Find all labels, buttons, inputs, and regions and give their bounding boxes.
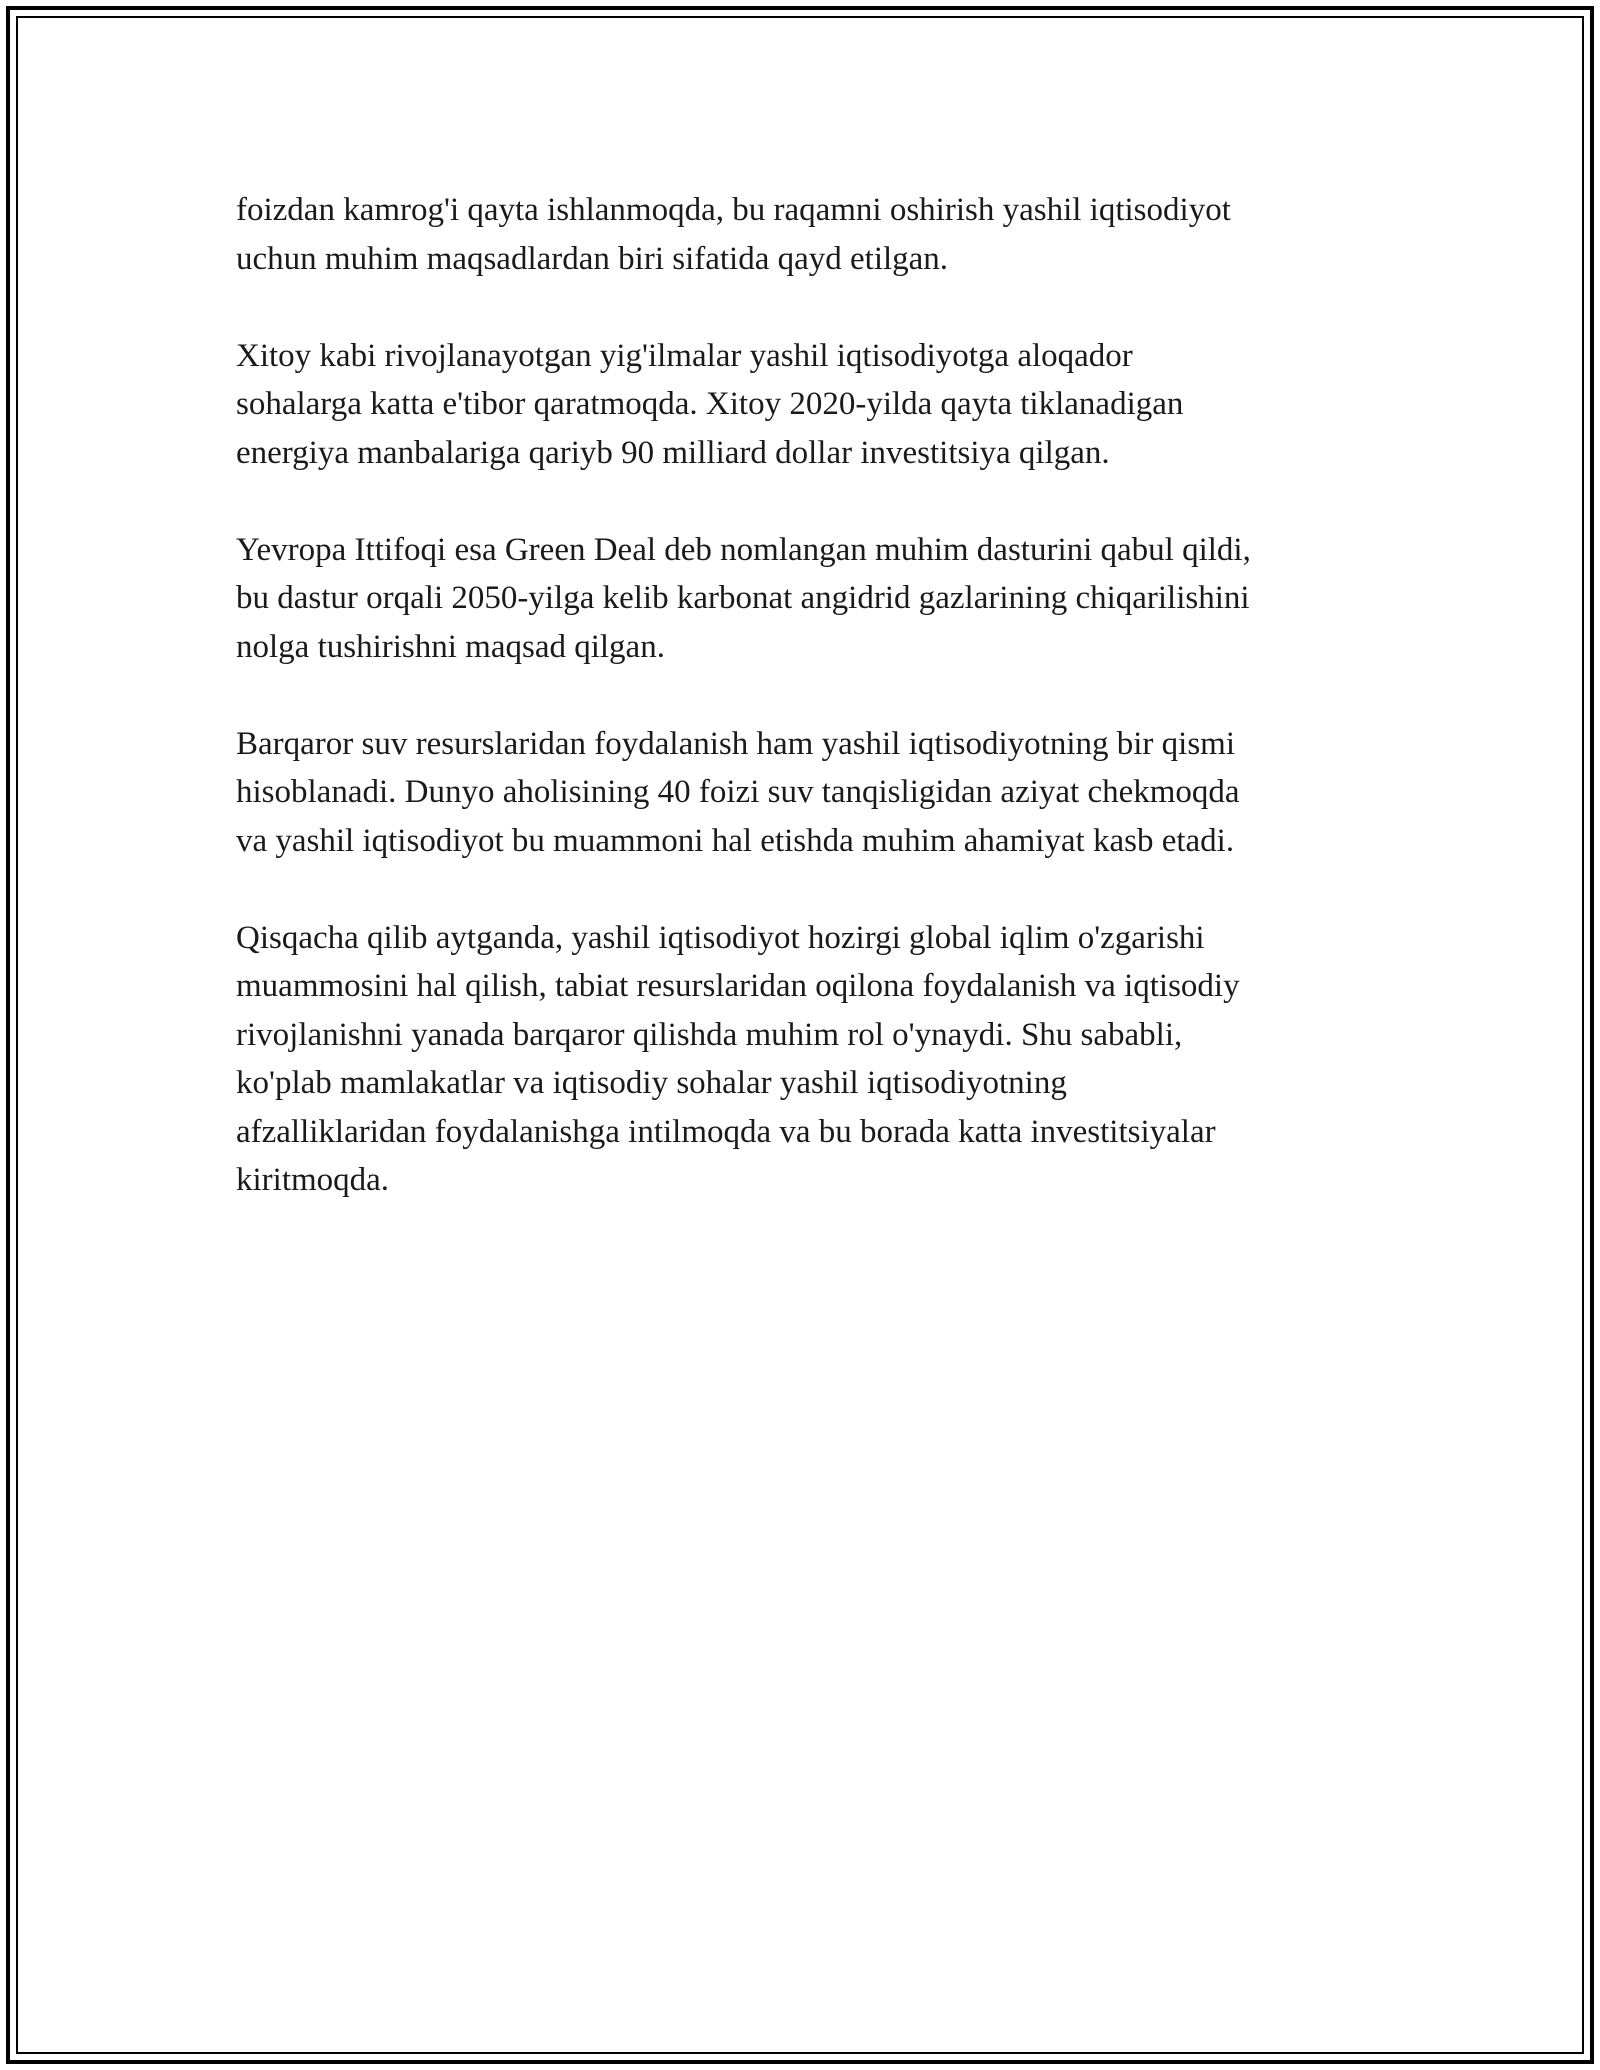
paragraph-water-resources: Barqaror suv resurslaridan foydalanish ham yashil iqtisodiyotning bir qismi hisoblanadi. Dunyo aholisining 40 foizi suv tanqisligidan aziyat chekmoqda va yashil iqtisodiyot bu muammoni hal etishda muhim ahamiyat kasb etadi. (236, 725, 1240, 859)
paragraph-conclusion: Qisqacha qilib aytganda, yashil iqtisodiyot hozirgi global iqlim o'zgarishi muammosini hal qilish, tabiat resurslaridan oqilona foydalanish va iqtisodiy rivojlanishni yanada barqaror qilishda muhim rol o'ynaydi. Shu sababli, ko'plab mamlakatlar va iqtisodiy sohalar yashil iqtisodiyotning afzalliklaridan foydalanishga intilmoqda va bu borada katta investitsiyalar kiritmoqda. (236, 919, 1240, 1198)
document-body (236, 186, 1376, 1253)
paragraph-china: Xitoy kabi rivojlanayotgan yig'ilmalar yashil iqtisodiyotga aloqador sohalarga katta e'tibor qaratmoqda. Xitoy 2020-yilda qayta tiklanadigan energiya manbalariga qariyb 90 milliard dollar investitsiya qilgan. (236, 337, 1184, 471)
paragraph-recycling: foizdan kamrog'i qayta ishlanmoqda, bu raqamni oshirish yashil iqtisodiyot uchun muhim maqsadlardan biri sifatida qayd etilgan. (236, 192, 1231, 277)
paragraph-eu-green-deal: Yevropa Ittifoqi esa Green Deal deb nomlangan muhim dasturini qabul qildi, bu dastur orqali 2050-yilga kelib karbonat angidrid gazlarining chiqarilishini nolga tushirishni maqsad qilgan. (236, 531, 1251, 665)
